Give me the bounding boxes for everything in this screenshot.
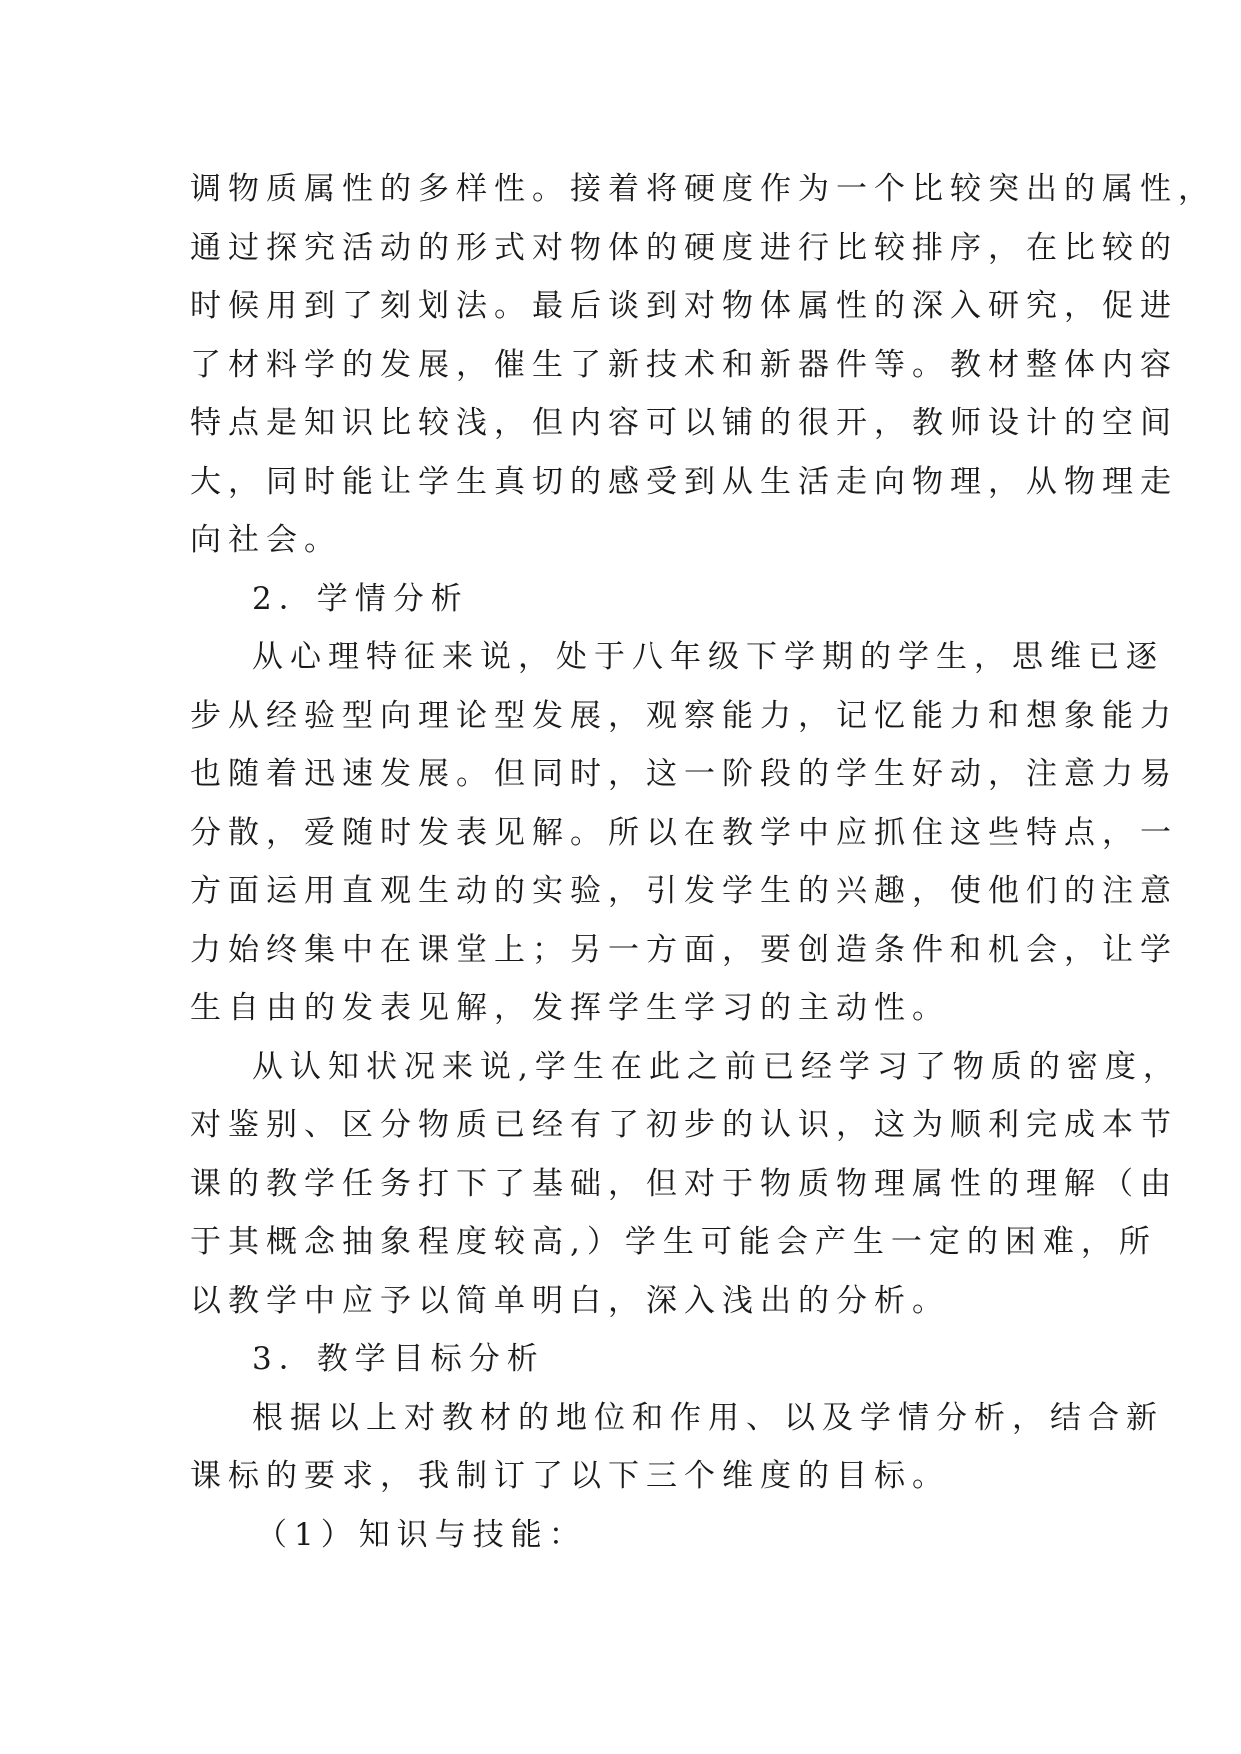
paragraph-line: 课标的要求，我制订了以下三个维度的目标。: [190, 1458, 950, 1494]
paragraph-line: 对鉴别、区分物质已经有了初步的认识，这为顺利完成本节: [190, 1107, 1178, 1143]
paragraph-line: 调物质属性的多样性。接着将硬度作为一个比较突出的属性，: [190, 171, 1216, 207]
subsection-heading-knowledge-skills: （1）知识与技能：: [256, 1516, 587, 1553]
paragraph-line: 通过探究活动的形式对物体的硬度进行比较排序，在比较的: [190, 229, 1178, 266]
paragraph-line: 根据以上对教材的地位和作用、以及学情分析，结合新: [252, 1399, 1164, 1436]
section-heading-teaching-objectives: 3．教学目标分析: [252, 1341, 545, 1377]
paragraph-line: 特点是知识比较浅，但内容可以铺的很开，教师设计的空间: [190, 405, 1178, 441]
paragraph-line: 以教学中应予以简单明白，深入浅出的分析。: [190, 1282, 950, 1319]
paragraph-line: 也随着迅速发展。但同时，这一阶段的学生好动，注意力易: [190, 756, 1178, 792]
paragraph-line: 生自由的发表见解，发挥学生学习的主动性。: [190, 990, 950, 1026]
paragraph-line: 时候用到了刻划法。最后谈到对物体属性的深入研究，促进: [190, 288, 1178, 324]
paragraph-line: 向社会。: [190, 522, 342, 558]
section-heading-learner-analysis: 2．学情分析: [252, 580, 469, 617]
paragraph-line: 从心理特征来说，处于八年级下学期的学生，思维已逐: [252, 639, 1164, 675]
paragraph-line: 力始终集中在课堂上；另一方面，要创造条件和机会，让学: [190, 931, 1178, 968]
paragraph-line: 分散，爱随时发表见解。所以在教学中应抓住这些特点，一: [190, 814, 1178, 851]
document-body: [190, 160, 1216, 1564]
paragraph-line: 从认知状况来说,学生在此之前已经学习了物质的密度，: [252, 1048, 1181, 1085]
paragraph-line: 了材料学的发展，催生了新技术和新器件等。教材整体内容: [190, 346, 1178, 383]
paragraph-line: 大，同时能让学生真切的感受到从生活走向物理，从物理走: [190, 463, 1178, 500]
paragraph-line: 方面运用直观生动的实验，引发学生的兴趣，使他们的注意: [190, 873, 1178, 909]
paragraph-line: 课的教学任务打下了基础，但对于物质物理属性的理解（由: [190, 1165, 1178, 1202]
paragraph-line: 于其概念抽象程度较高,）学生可能会产生一定的困难，所: [190, 1224, 1157, 1260]
paragraph-line: 步从经验型向理论型发展，观察能力，记忆能力和想象能力: [190, 697, 1178, 734]
